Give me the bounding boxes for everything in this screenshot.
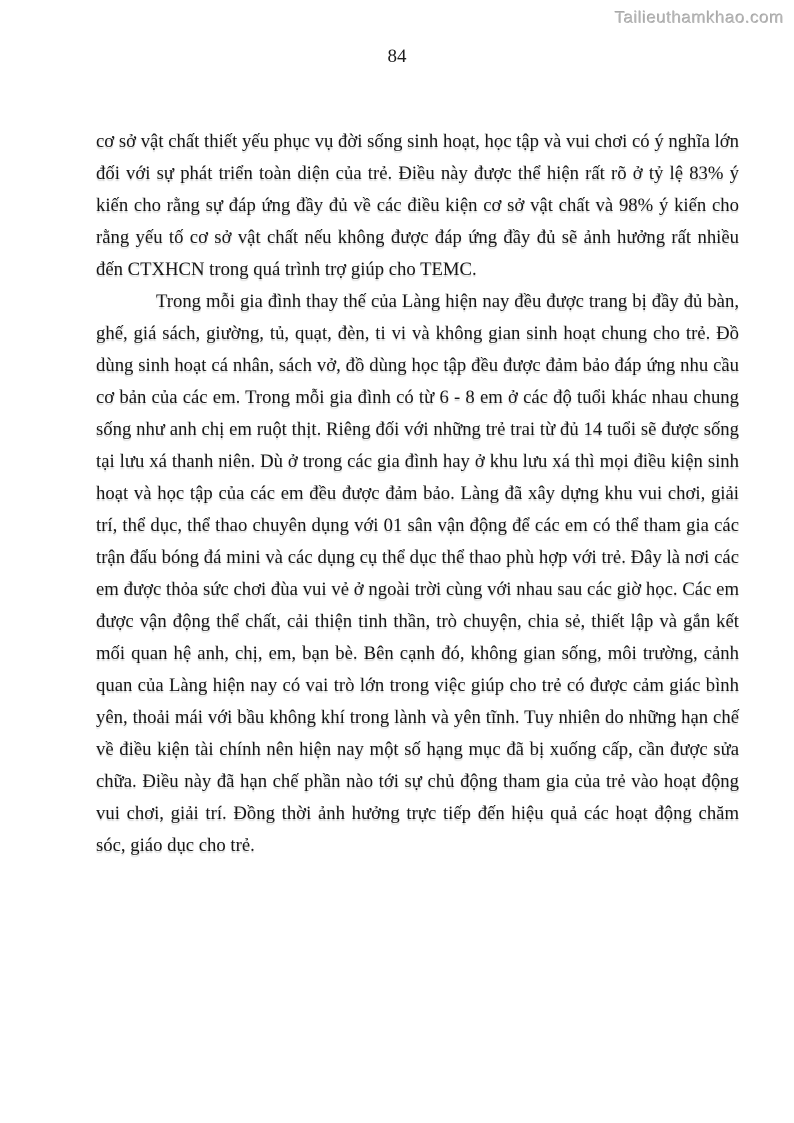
paragraph: Trong mỗi gia đình thay thế của Làng hiện nay đều được trang bị đầy đủ bàn, ghế, giá sách, giường, tủ, quạt, đèn, ti vi và không gian sinh hoạt chung cho trẻ. Đồ dùng sinh hoạt cá nhân, sách vở, đồ dùng học tập đều được đảm bảo đáp ứng nhu cầu cơ bản của các em. Trong mỗi gia đình có từ 6 - 8 em ở các độ tuổi khác nhau chung sống như anh chị em ruột thịt. Riêng đối với những trẻ trai từ đủ 14 tuổi sẽ được sống tại lưu xá thanh niên. Dù ở trong các gia đình hay ở khu lưu xá thì mọi điều kiện sinh hoạt và học tập của các em đều được đảm bảo. Làng đã xây dựng khu vui chơi, giải trí, thể dục, thể thao chuyên dụng với 01 sân vận động để các em có thể tham gia các trận đấu bóng đá mini và các dụng cụ thể dục thể thao phù hợp với trẻ. Đây là nơi các em được thỏa sức chơi đùa vui vẻ ở ngoài trời cùng với nhau sau các giờ học. Các em được vận động thể chất, cải thiện tinh thần, trò chuyện, chia sẻ, thiết lập và gắn kết mối quan hệ anh, chị, em, bạn bè. Bên cạnh đó, không gian sống, môi trường, cảnh quan của Làng hiện nay có vai trò lớn trong việc giúp cho trẻ có được cảm giác bình yên, thoải mái với bầu không khí trong lành và yên tĩnh. Tuy nhiên do những hạn chế về điều kiện tài chính nên hiện nay một số hạng mục đã bị xuống cấp, cần được sửa chữa. Điều này đã hạn chế phần nào tới sự chủ động tham gia của trẻ vào hoạt động vui chơi, giải trí. Đồng thời ảnh hưởng trực tiếp đến hiệu quả các hoạt động chăm sóc, giáo dục cho trẻ. (96, 291, 739, 856)
watermark-text: Tailieuthamkhao.com (614, 8, 784, 27)
paragraph: cơ sở vật chất thiết yếu phục vụ đời sống sinh hoạt, học tập và vui chơi có ý nghĩa lớn đối với sự phát triển toàn diện của trẻ. Điều này được thể hiện rất rõ ở tỷ lệ 83% ý kiến cho rằng sự đáp ứng đầy đủ về các điều kiện cơ sở vật chất và 98% ý kiến cho rằng yếu tố cơ sở vật chất nếu không được đáp ứng đầy đủ sẽ ảnh hưởng rất nhiều đến CTXHCN trong quá trình trợ giúp cho TEMC. (96, 131, 739, 280)
document-body (96, 126, 739, 862)
page-number: 84 (387, 46, 407, 67)
